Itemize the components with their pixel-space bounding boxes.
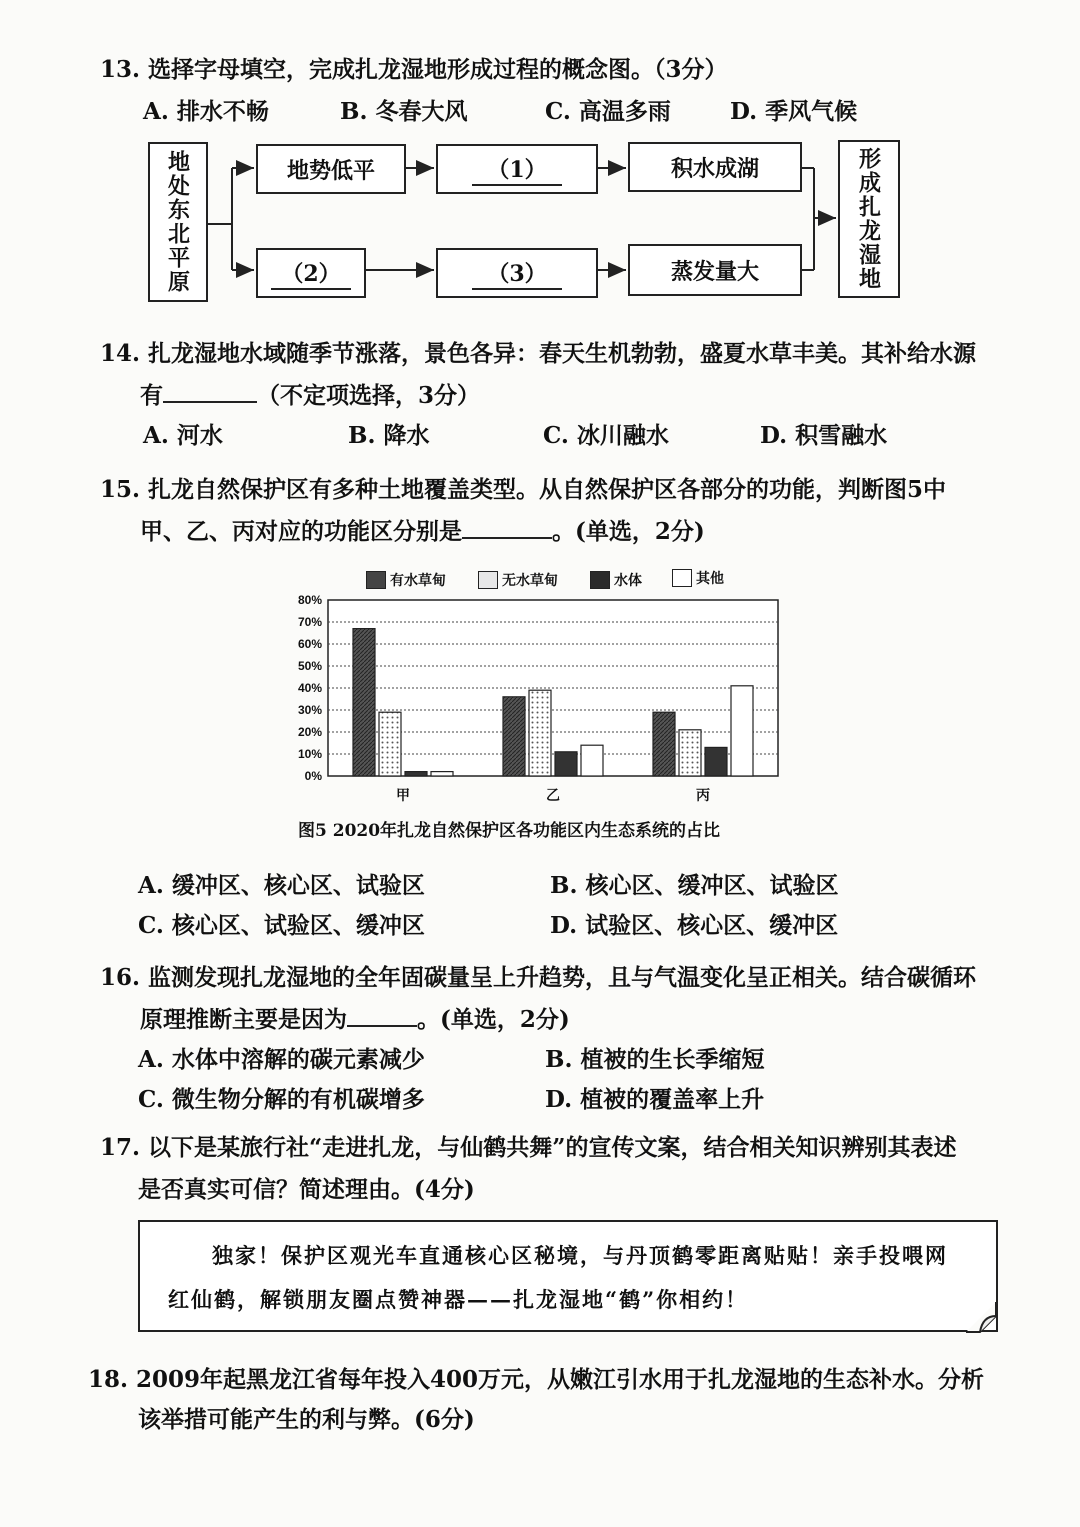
diagram-start-box: 地处东北平原 (148, 142, 208, 302)
q16-stem-line1: 16. 监测发现扎龙湿地的全年固碳量呈上升趋势，且与气温变化呈正相关。结合碳循环 (100, 964, 977, 991)
diagram-end-box: 形成扎龙湿地 (838, 140, 900, 298)
bar-0-1 (503, 697, 525, 776)
legend-other (672, 568, 724, 588)
x-tick-label: 丙 (696, 788, 710, 804)
diagram-box-terrain: 地势低平 (256, 144, 406, 194)
bar-3-0 (431, 772, 453, 776)
q14-option-c: C. 冰川融水 (543, 422, 669, 449)
q16-option-a: A. 水体中溶解的碳元素减少 (138, 1046, 425, 1073)
q17-stem-line1: 17. 以下是某旅行社“走进扎龙，与仙鹤共舞”的宣传文案，结合相关知识辨别其表述 (100, 1134, 957, 1161)
bar-3-1 (581, 745, 603, 776)
chart-caption: 图5 2020年扎龙自然保护区各功能区内生态系统的占比 (298, 821, 721, 841)
q14-stem-line2 (140, 376, 480, 416)
ad-line-2: 红仙鹤，解锁朋友圈点赞神器——扎龙湿地“鹤”你相约！ (168, 1287, 749, 1312)
legend-water (590, 570, 642, 590)
q16-stem-line2 (140, 1000, 570, 1040)
q13-option-c: C. 高温多雨 (545, 98, 671, 125)
page-curl-icon (966, 1302, 998, 1334)
ad-line-1: 独家！保护区观光车直通核心区秘境，与丹顶鹤零距离贴贴！亲手投喂网 (212, 1243, 948, 1268)
y-tick-label: 0% (304, 769, 322, 783)
q17-stem-line2: 是否真实可信？简述理由。(4分) (138, 1176, 475, 1203)
y-tick-label: 30% (297, 703, 322, 717)
bar-1-2 (679, 730, 701, 776)
legend-label: 无水草甸 (502, 573, 558, 589)
q16-option-d: D. 植被的覆盖率上升 (545, 1086, 765, 1113)
q14-stem-suffix: （不定项选择，3分） (257, 382, 481, 409)
q15-stem-line1: 15. 扎龙自然保护区有多种土地覆盖类型。从自然保护区各部分的功能，判断图5中 (100, 476, 947, 503)
blank-1-label: （1） (472, 153, 562, 186)
travel-ad-box (138, 1220, 998, 1332)
diagram-box-lake: 积水成湖 (628, 142, 802, 192)
q15-option-d: D. 试验区、核心区、缓冲区 (550, 912, 839, 939)
y-tick-label: 20% (297, 725, 322, 739)
q14-answer-blank[interactable] (163, 401, 257, 403)
diagram-blank-3 (436, 248, 598, 298)
x-tick-label: 甲 (396, 788, 410, 804)
q16-option-b: B. 植被的生长季缩短 (545, 1046, 765, 1073)
q18-stem-line2: 该举措可能产生的利与弊。(6分) (138, 1406, 475, 1433)
bar-0-0 (353, 629, 375, 776)
y-tick-label: 50% (297, 659, 322, 673)
q13-option-d: D. 季风气候 (730, 98, 858, 125)
q16-option-c: C. 微生物分解的有机碳增多 (138, 1086, 425, 1113)
bar-0-2 (653, 712, 675, 776)
q15-stem-line2 (140, 512, 705, 552)
q18-stem-line1: 18. 2009年起黑龙江省每年投入400万元，从嫩江引水用于扎龙湿地的生态补水。分析 (88, 1366, 985, 1393)
diagram-blank-1 (436, 144, 598, 194)
legend-label: 水体 (614, 573, 642, 589)
legend-swatch (366, 571, 386, 589)
diagram-blank-2 (256, 248, 366, 298)
q15-option-c: C. 核心区、试验区、缓冲区 (138, 912, 425, 939)
bar-3-2 (731, 686, 753, 776)
q13-option-a: A. 排水不畅 (143, 98, 269, 125)
legend-swatch (590, 571, 610, 589)
q14-stem-prefix: 有 (140, 382, 163, 409)
q13-stem: 13. 选择字母填空，完成扎龙湿地形成过程的概念图。（3分） (100, 56, 728, 83)
q13-option-b: B. 冬春大风 (340, 98, 468, 125)
bar-2-1 (555, 752, 577, 776)
y-tick-label: 40% (297, 681, 322, 695)
q14-option-a: A. 河水 (143, 422, 223, 449)
blank-3-label: （3） (472, 257, 562, 290)
q14-option-b: B. 降水 (348, 422, 430, 449)
q16-stem-prefix: 原理推断主要是因为 (140, 1006, 347, 1033)
q16-stem-suffix: 。(单选，2分) (417, 1006, 570, 1033)
y-tick-label: 60% (297, 637, 322, 651)
bar-1-0 (379, 712, 401, 776)
y-tick-label: 80% (297, 593, 322, 607)
q15-stem-prefix: 甲、乙、丙对应的功能区分别是 (140, 518, 462, 545)
q15-answer-blank[interactable] (462, 537, 552, 539)
x-tick-label: 乙 (546, 788, 560, 804)
bar-1-1 (529, 690, 551, 776)
q16-answer-blank[interactable] (347, 1025, 417, 1027)
y-tick-label: 70% (297, 615, 322, 629)
bar-chart (280, 590, 800, 810)
q14-stem-line1: 14. 扎龙湿地水域随季节涨落，景色各异：春天生机勃勃，盛夏水草丰美。其补给水源 (100, 340, 977, 367)
blank-2-label: （2） (271, 257, 351, 290)
q14-option-d: D. 积雪融水 (760, 422, 888, 449)
y-tick-label: 10% (297, 747, 322, 761)
legend-label: 有水草甸 (390, 573, 446, 589)
q15-stem-suffix: 。(单选，2分) (552, 518, 705, 545)
bar-2-0 (405, 772, 427, 776)
legend-label: 其他 (696, 571, 724, 587)
legend-dry-meadow (478, 570, 558, 590)
legend-wet-meadow (366, 570, 446, 590)
diagram-box-evaporation: 蒸发量大 (628, 244, 802, 296)
q15-option-a: A. 缓冲区、核心区、试验区 (138, 872, 425, 899)
q15-option-b: B. 核心区、缓冲区、试验区 (550, 872, 839, 899)
legend-swatch (672, 569, 692, 587)
legend-swatch (478, 571, 498, 589)
bar-2-2 (705, 747, 727, 776)
